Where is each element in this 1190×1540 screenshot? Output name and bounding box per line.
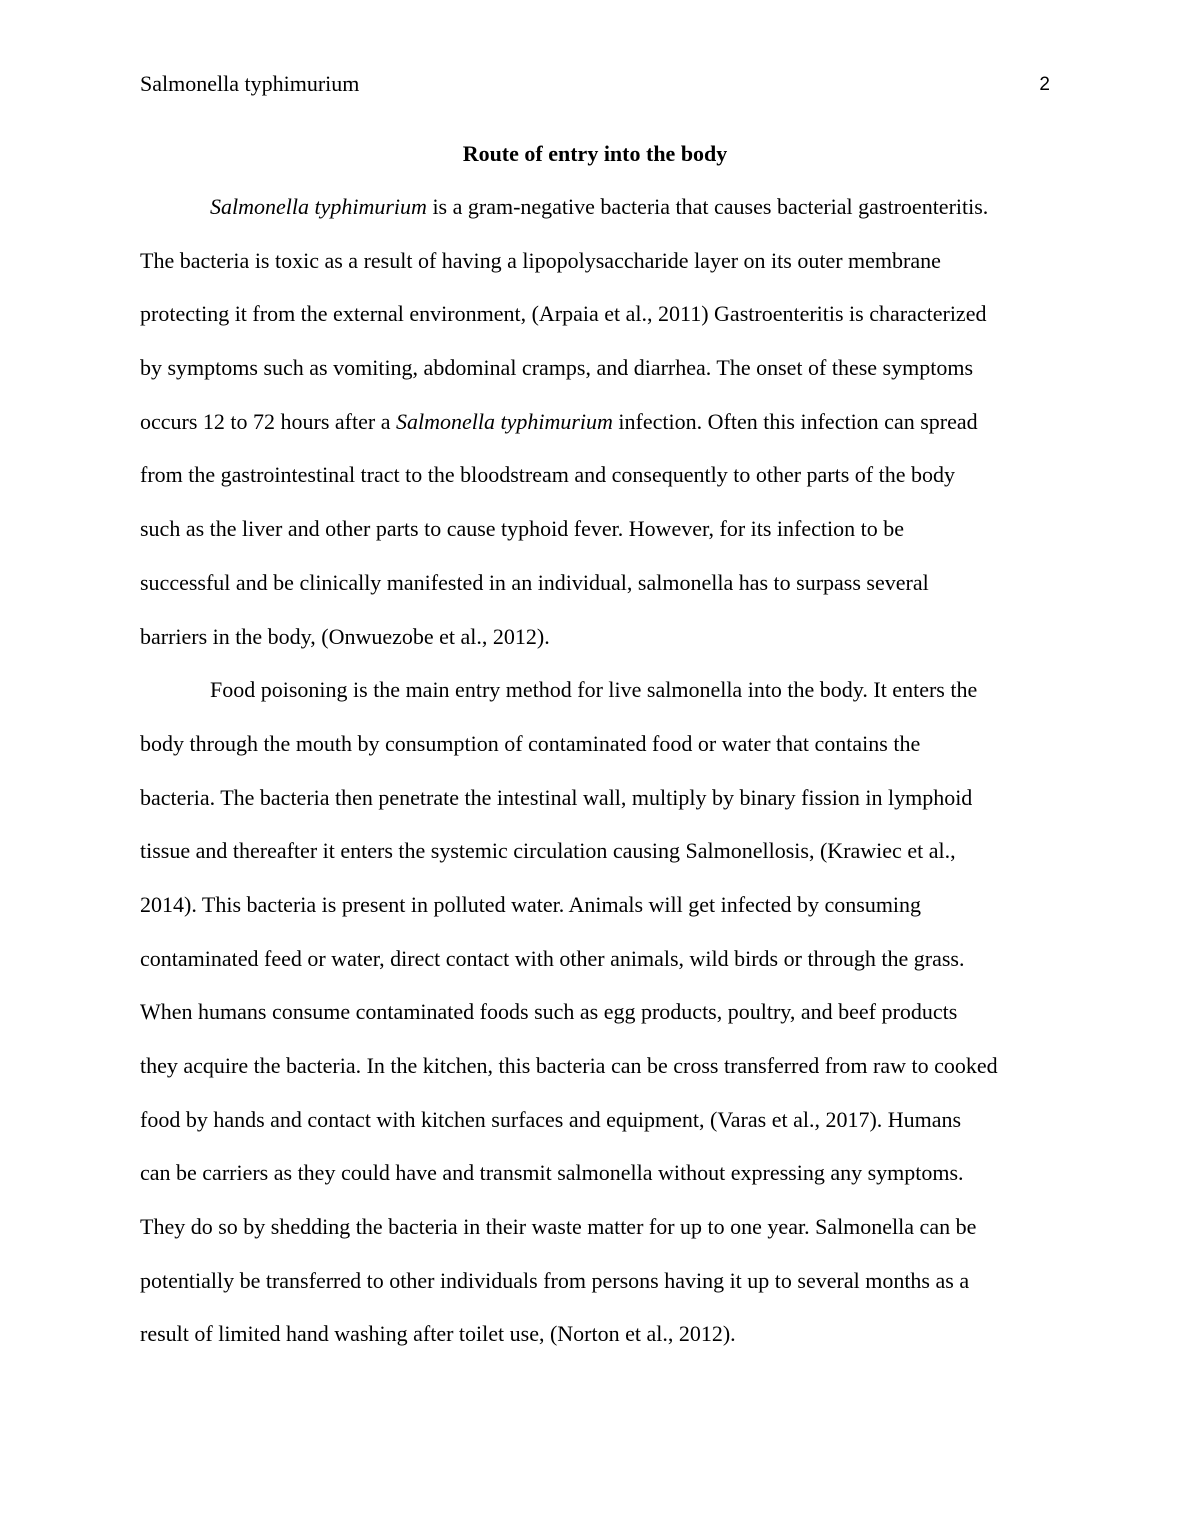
paragraph-2-line-8: they acquire the bacteria. In the kitchen, this bacteria can be cross transferred from raw to cooked bbox=[140, 1053, 998, 1078]
paragraph-1-line-3: protecting it from the external environment, (Arpaia et al., 2011) Gastroenteritis is characterized bbox=[140, 301, 987, 327]
page-number: 2 bbox=[1039, 74, 1050, 95]
paragraph-2-line-11: They do so by shedding the bacteria in their waste matter for up to one year. Salmonella can be bbox=[140, 1214, 977, 1240]
paragraph-1 bbox=[140, 180, 1050, 663]
paragraph-1-line-9: barriers in the body, (Onwuezobe et al., 2012). bbox=[140, 623, 550, 649]
paragraph-2-line-5: 2014). This bacteria is present in polluted water. Animals will get infected by consuming bbox=[140, 891, 922, 917]
paragraph-2 bbox=[140, 663, 1050, 1361]
paragraph-2-line-9: food by hands and contact with kitchen surfaces and equipment, (Varas et al., 2017). Humans bbox=[140, 1106, 962, 1132]
species-name: Salmonella typhimurium bbox=[210, 194, 427, 219]
paragraph-1-line-6: from the gastrointestinal tract to the bloodstream and consequently to other parts of the body bbox=[140, 462, 956, 488]
paragraph-1-line-2: The bacteria is toxic as a result of having a lipopolysaccharide layer on its outer membrane bbox=[140, 247, 941, 273]
paragraph-2-line-10: can be carriers as they could have and transmit salmonella without expressing any symptoms. bbox=[140, 1160, 964, 1186]
running-head: Salmonella typhimurium bbox=[140, 71, 360, 96]
text-span: infection. Often this infection can spread bbox=[612, 408, 978, 434]
paragraph-1-line-4: by symptoms such as vomiting, abdominal cramps, and diarrhea. The onset of these symptoms bbox=[140, 355, 974, 381]
paragraph-2-line-4: tissue and thereafter it enters the systemic circulation causing Salmonellosis, (Krawiec et al., bbox=[140, 838, 956, 864]
paragraph-2-line-1: Food poisoning is the main entry method for live salmonella into the body. It enters the bbox=[210, 677, 978, 703]
section-heading: Route of entry into the body bbox=[462, 141, 728, 166]
paragraph-1-line-1 bbox=[140, 180, 1050, 234]
paragraph-2-line-2: body through the mouth by consumption of contaminated food or water that contains the bbox=[140, 730, 921, 756]
paragraph-2-line-7: When humans consume contaminated foods such as egg products, poultry, and beef products bbox=[140, 999, 958, 1025]
text-span: is a gram-negative bacteria that causes bacterial gastroenteritis. bbox=[426, 194, 989, 219]
paragraph-2-line-12: potentially be transferred to other individuals from persons having it up to several months as a bbox=[140, 1267, 970, 1293]
text-span: occurs 12 to 72 hours after a bbox=[140, 408, 396, 434]
paragraph-2-line-13: result of limited hand washing after toilet use, (Norton et al., 2012). bbox=[140, 1321, 736, 1347]
paragraph-1-line-5 bbox=[140, 395, 1050, 449]
paragraph-2-line-3: bacteria. The bacteria then penetrate the intestinal wall, multiply by binary fission in lymphoid bbox=[140, 784, 973, 810]
body-text bbox=[140, 180, 1050, 1361]
paragraph-2-line-6: contaminated feed or water, direct contact with other animals, wild birds or through the grass. bbox=[140, 945, 965, 971]
paragraph-1-line-8: successful and be clinically manifested in an individual, salmonella has to surpass several bbox=[140, 569, 929, 595]
species-name: Salmonella typhimurium bbox=[395, 408, 613, 434]
paragraph-1-line-7: such as the liver and other parts to cause typhoid fever. However, for its infection to be bbox=[140, 516, 904, 542]
